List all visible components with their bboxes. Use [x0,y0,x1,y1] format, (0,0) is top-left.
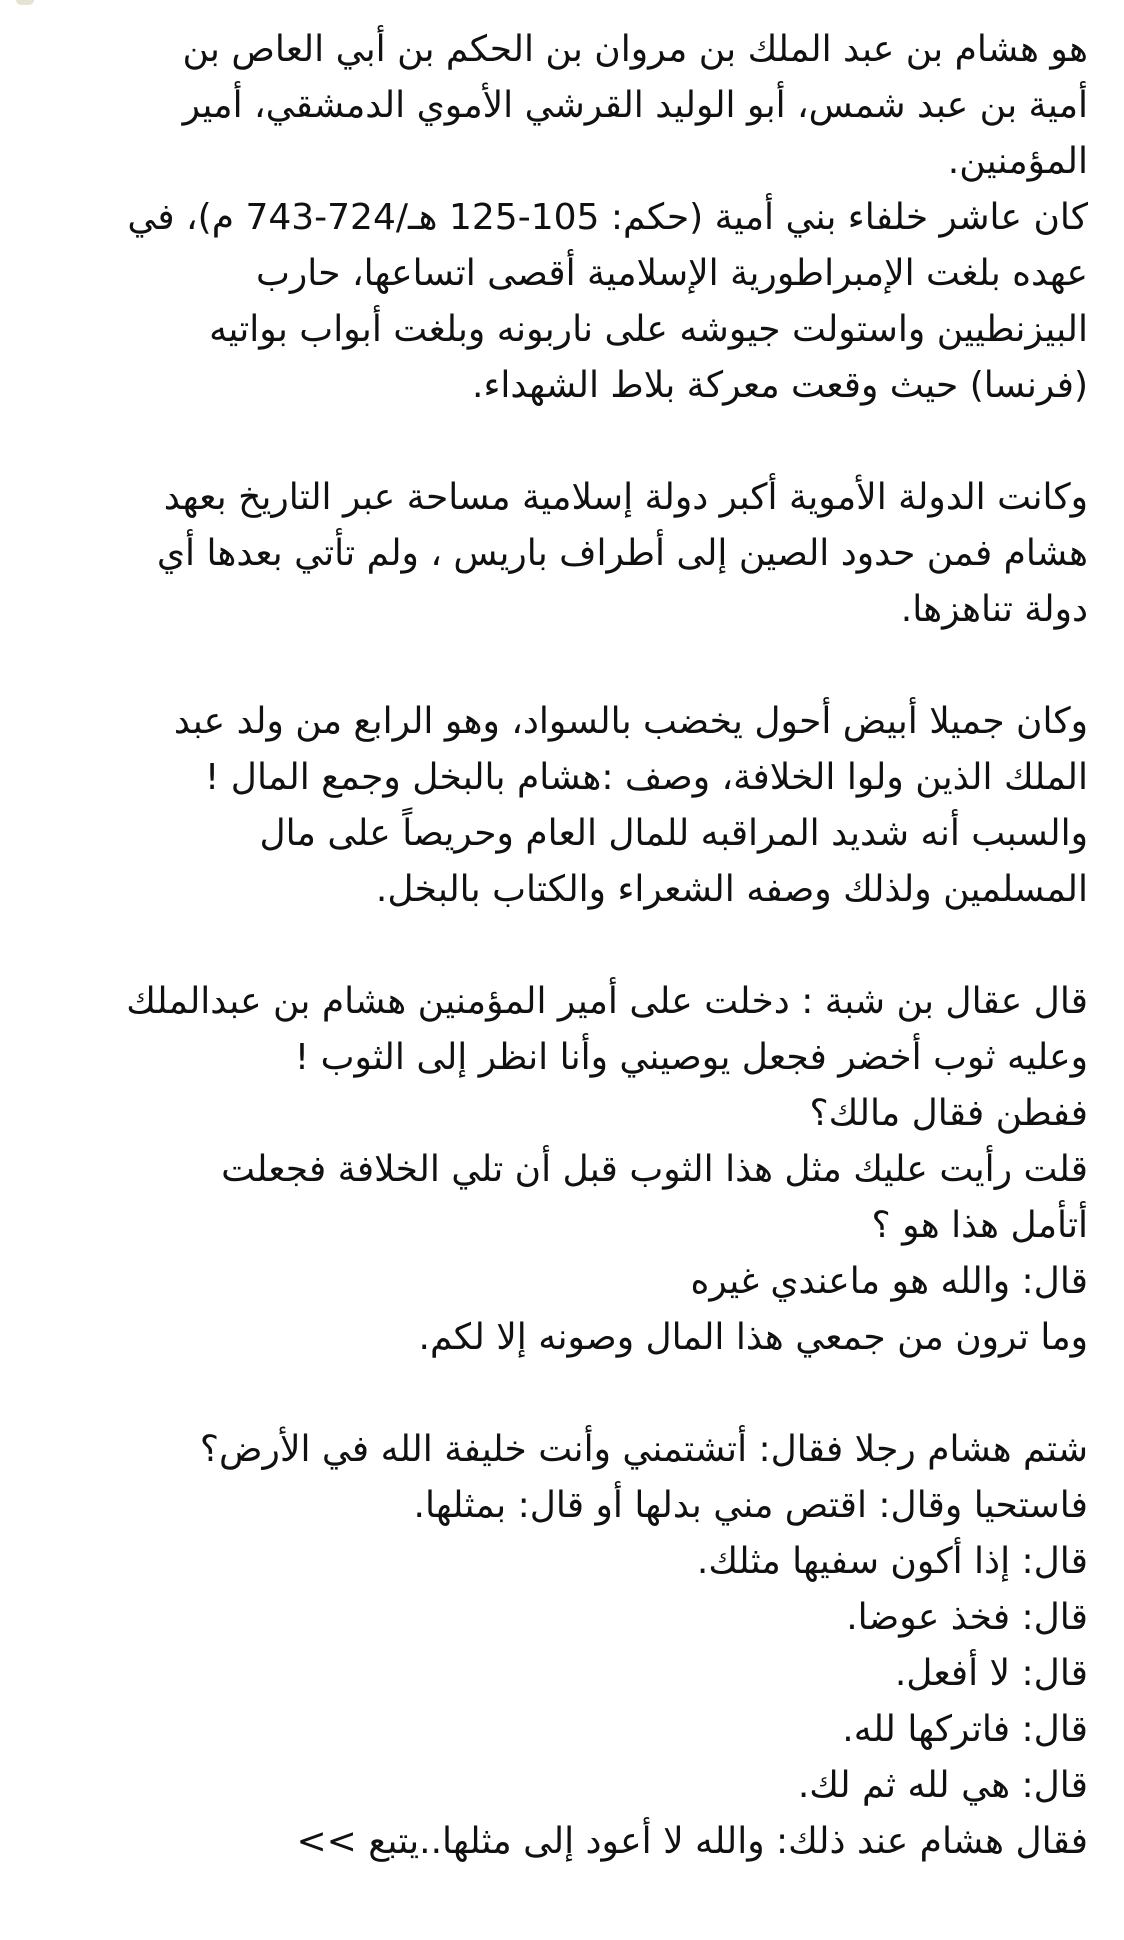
paragraph [36,22,1088,414]
text-line: وعليه ثوب أخضر فجعل يوصيني وأنا انظر إلى الثوب ! [294,1037,1088,1078]
paragraph [36,1422,1088,1870]
text-line: قلت رأيت عليك مثل هذا الثوب قبل أن تلي الخلافة فجعلت [221,1149,1088,1190]
text-line: المسلمين ولذلك وصفه الشعراء والكتاب بالبخل. [375,869,1088,910]
text-line: عهده بلغت الإمبراطورية الإسلامية أقصى اتساعها، حارب [256,253,1088,294]
text-line: أمية بن عبد شمس، أبو الوليد القرشي الأموي الدمشقي، أمير [182,85,1088,126]
text-line: قال: إذا أكون سفيها مثلك. [696,1541,1088,1582]
text-line: وما ترون من جمعي هذا المال وصونه إلا لكم. [418,1317,1088,1358]
top-edge-decoration [16,0,34,5]
text-line: شتم هشام رجلا فقال: أتشتمني وأنت خليفة الله في الأرض؟ [199,1429,1088,1470]
text-line: البيزنطيين واستولت جيوشه على ناربونه وبلغت أبواب بواتيه [209,309,1088,350]
paragraph [36,974,1088,1366]
text-line: الملك الذين ولوا الخلافة، وصف :هشام بالبخل وجمع المال ! [204,757,1088,798]
text-line: قال: هي لله ثم لك. [797,1765,1088,1806]
document-body [36,22,1088,1870]
text-line: هو هشام بن عبد الملك بن مروان بن الحكم بن أبي العاص بن [182,29,1088,70]
text-line: دولة تناهزها. [900,589,1088,630]
text-line: أتأمل هذا هو ؟ [871,1205,1088,1246]
text-line: قال عقال بن شبة : دخلت على أمير المؤمنين هشام بن عبدالملك [126,981,1088,1022]
text-line: قال: فخذ عوضا. [846,1597,1088,1638]
paragraph [36,470,1088,638]
text-line: (فرنسا) حيث وقعت معركة بلاط الشهداء. [472,365,1088,406]
text-line: المؤمنين. [947,141,1088,182]
text-line: وكانت الدولة الأموية أكبر دولة إسلامية مساحة عبر التاريخ بعهد [163,477,1088,518]
text-line: قال: لا أفعل. [894,1653,1088,1694]
text-line: فقال هشام عند ذلك: والله لا أعود إلى مثلها..يتبع >> [296,1821,1088,1862]
text-line: قال: والله هو ماعندي غيره [690,1261,1088,1302]
text-line: كان عاشر خلفاء بني أمية (حكم: 105-125 هـ/724-743 م)، في [127,197,1088,238]
text-line: هشام فمن حدود الصين إلى أطراف باريس ، ولم تأتي بعدها أي [156,533,1088,574]
paragraph [36,694,1088,918]
text-line: وكان جميلا أبيض أحول يخضب بالسواد، وهو الرابع من ولد عبد [173,701,1088,742]
text-line: قال: فاتركها لله. [842,1709,1088,1750]
text-line: والسبب أنه شديد المراقبه للمال العام وحريصاً على مال [259,813,1088,854]
text-line: ففطن فقال مالك؟ [809,1093,1088,1134]
text-line: فاستحيا وقال: اقتص مني بدلها أو قال: بمثلها. [413,1485,1088,1526]
